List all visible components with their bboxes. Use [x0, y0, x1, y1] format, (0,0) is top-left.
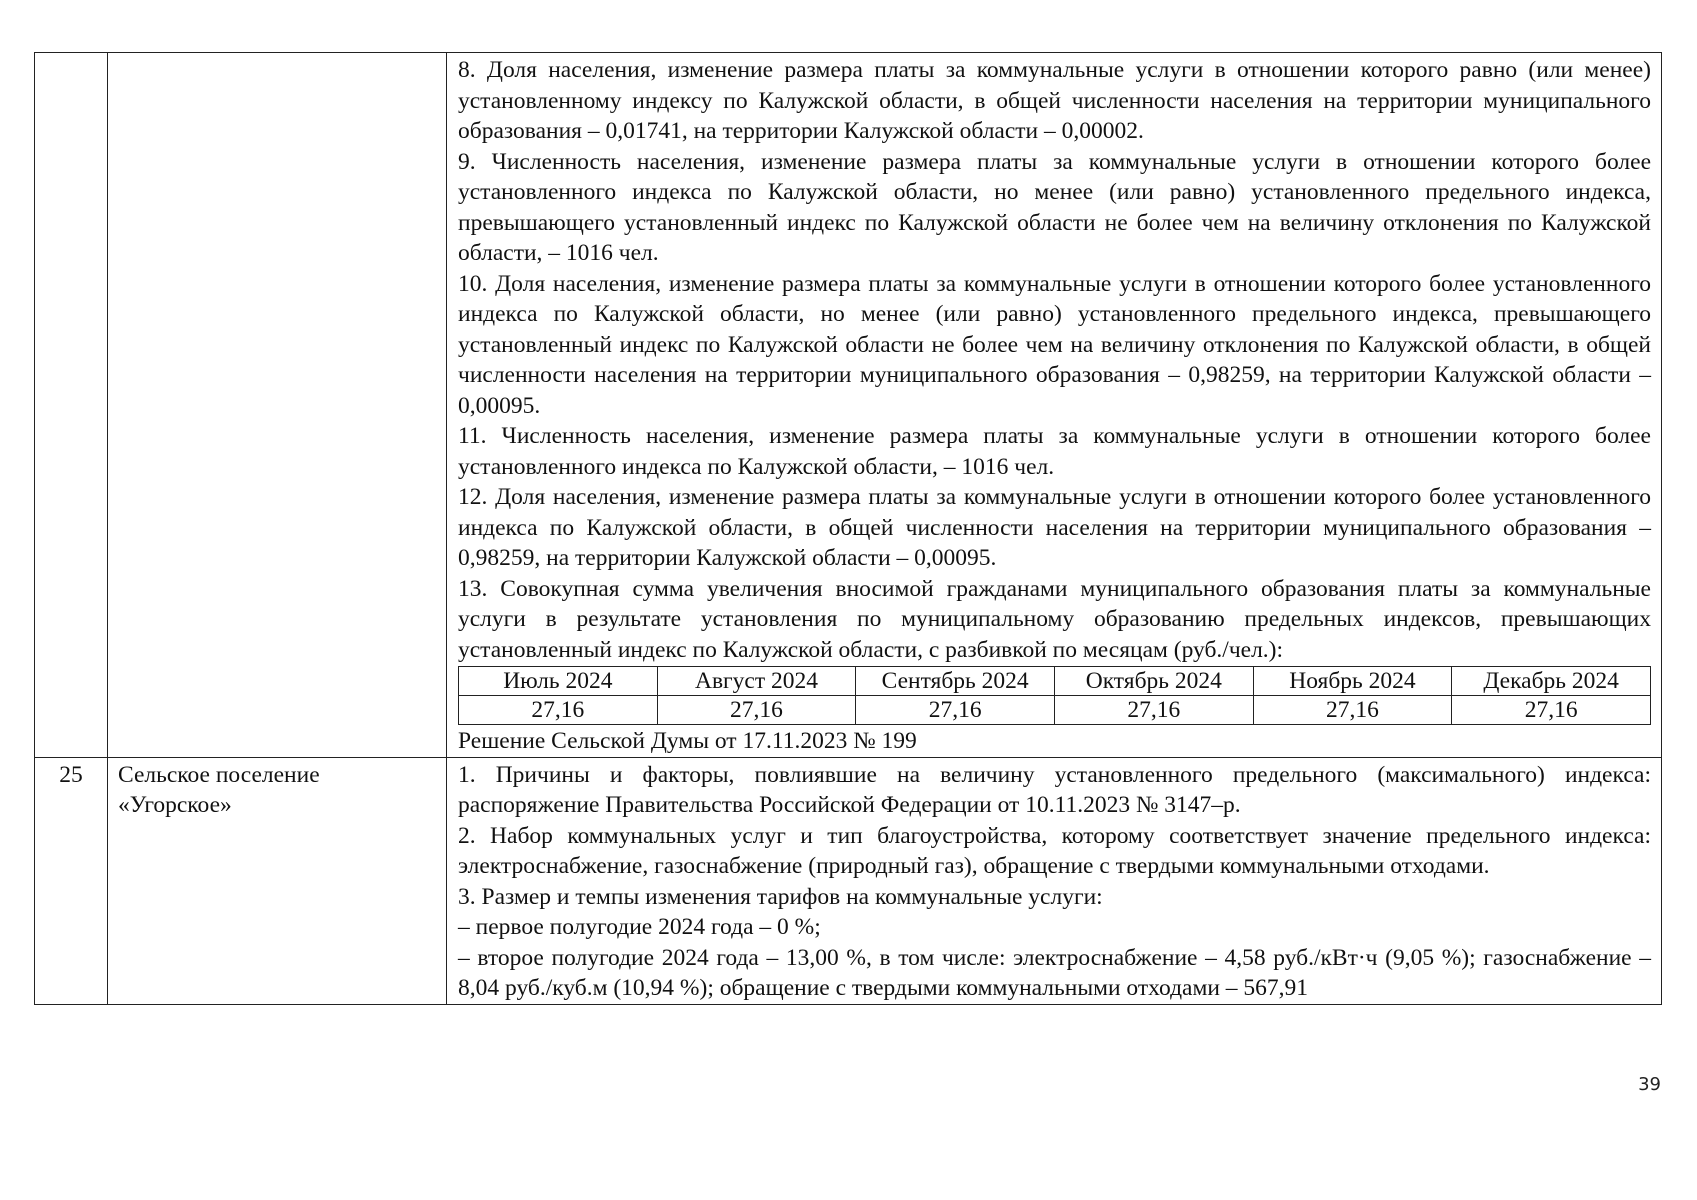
paragraph-13: 13. Совокупная сумма увеличения вносимой гражданами муниципального образования платы за коммунальные услуги в результате установления по муниципальному образованию предельных индексов, превышающих установленный индекс по Калужской области, с разбивкой по месяцам (руб./чел.): — [458, 575, 1651, 663]
paragraph-9: 9. Численность населения, изменение размера платы за коммунальные услуги в отношении которого более установленного индекса по Калужской области, но менее (или равно) установленного предельного индекса, превышающего установленный индекс по Калужской области не более чем на величину отклонения по Калужской области, – 1016 чел. — [458, 148, 1651, 266]
month-value: 27,16 — [459, 696, 658, 725]
document-table — [34, 52, 1662, 1005]
decision-reference: Решение Сельской Думы от 17.11.2023 № 199 — [458, 728, 917, 754]
details-cell — [447, 757, 1662, 1004]
paragraph-3: 3. Размер и темпы изменения тарифов на коммунальные услуги: — [458, 883, 1103, 910]
month-header: Декабрь 2024 — [1452, 667, 1651, 696]
second-half-year-line: – второе полугодие 2024 года – 13,00 %, в том числе: электроснабжение – 4,58 руб./кВт·ч (9,05 %); газоснабжение – 8,04 руб./куб.м (10,94 %); обращение с твердыми коммунальными отходами – 567,91 — [458, 944, 1651, 1001]
months-values-row — [459, 696, 1651, 725]
paragraph-10: 10. Доля населения, изменение размера платы за коммунальные услуги в отношении которого более установленного индекса по Калужской области, но менее (или равно) установленного предельного индекса, превышающего установленный индекс по Калужской области не более чем на величину отклонения по Калужской области, в общей численности населения на территории муниципального образования – 0,98259, на территории Калужской области – 0,00095. — [458, 270, 1651, 419]
details-cell — [447, 53, 1662, 758]
paragraph-8: 8. Доля населения, изменение размера платы за коммунальные услуги в отношении которого равно (или менее) установленному индексу по Калужской области, в общей численности населения на территории муниципального образования – 0,01741, на территории Калужской области – 0,00002. — [458, 57, 1651, 144]
month-header: Сентябрь 2024 — [856, 667, 1055, 696]
monthly-increase-table — [458, 666, 1651, 725]
month-header: Август 2024 — [657, 667, 856, 696]
municipality-name-line1: Сельское поселение — [118, 761, 320, 788]
month-value: 27,16 — [856, 696, 1055, 725]
month-value: 27,16 — [1054, 696, 1253, 725]
row-number: 25 — [35, 757, 108, 1004]
month-value: 27,16 — [1253, 696, 1452, 725]
month-value: 27,16 — [1452, 696, 1651, 725]
paragraph-2: 2. Набор коммунальных услуг и тип благоустройства, которому соответствует значение предельного индекса: электроснабжение, газоснабжение (природный газ), обращение с твердыми коммунальными отходами. — [458, 822, 1651, 879]
page-number: 39 — [1638, 1074, 1661, 1095]
table-row-25 — [35, 757, 1662, 1004]
month-header: Июль 2024 — [459, 667, 658, 696]
paragraph-12: 12. Доля населения, изменение размера платы за коммунальные услуги в отношении которого более установленного индекса по Калужской области, в общей численности населения на территории муниципального образования – 0,98259, на территории Калужской области – 0,00095. — [458, 484, 1651, 571]
months-header-row — [459, 667, 1651, 696]
month-header: Октябрь 2024 — [1054, 667, 1253, 696]
row-number-cell — [35, 53, 108, 758]
month-header: Ноябрь 2024 — [1253, 667, 1452, 696]
municipality-name-cell — [108, 53, 447, 758]
first-half-year-line: – первое полугодие 2024 года – 0 %; — [458, 914, 821, 940]
table-row-previous-continued — [35, 53, 1662, 758]
paragraph-11: 11. Численность населения, изменение размера платы за коммунальные услуги в отношении которого более установленного индекса по Калужской области, – 1016 чел. — [458, 423, 1651, 480]
municipality-name — [108, 757, 447, 1004]
municipality-name-line2: «Угорское» — [118, 792, 232, 818]
month-value: 27,16 — [657, 696, 856, 725]
paragraph-1: 1. Причины и факторы, повлиявшие на величину установленного предельного (максимального) индекса: распоряжение Правительства Российской Федерации от 10.11.2023 № 3147–р. — [458, 761, 1651, 818]
